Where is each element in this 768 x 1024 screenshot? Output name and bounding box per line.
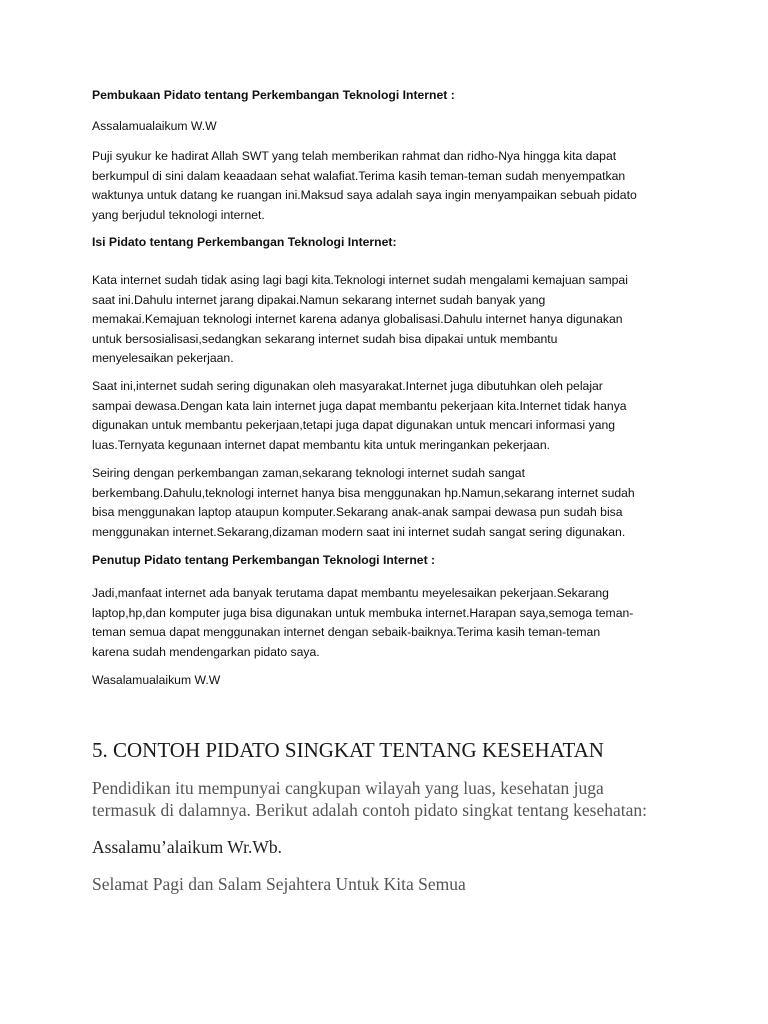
section-5-greeting: Selamat Pagi dan Salam Sejahtera Untuk Kita Semua bbox=[92, 874, 466, 894]
closing-heading: Penutup Pidato tentang Perkembangan Teknologi Internet : bbox=[92, 553, 436, 567]
greeting: Assalamualaikum W.W bbox=[92, 119, 217, 133]
content-paragraph-3: Seiring dengan perkembangan zaman,sekarang teknologi internet sudah sangat berkembang.Dahulu,teknologi internet hanya bisa menggunakan hp.Namun,sekarang internet sudah bisa menggunakan laptop ataupun komputer.Sekarang anak-anak sampai dewasa pun sudah bisa menggunakan internet.Sekarang,dizaman modern saat ini internet sudah sangat sering digunakan. bbox=[92, 466, 635, 539]
content-heading: Isi Pidato tentang Perkembangan Teknologi Internet: bbox=[92, 235, 397, 249]
opening-heading: Pembukaan Pidato tentang Perkembangan Teknologi Internet : bbox=[92, 88, 455, 102]
section-5-title: 5. CONTOH PIDATO SINGKAT TENTANG KESEHATAN bbox=[92, 738, 604, 762]
opening-paragraph: Puji syukur ke hadirat Allah SWT yang telah memberikan rahmat dan ridho-Nya hingga kita dapat berkumpul di sini dalam keaadaan sehat walafiat.Terima kasih teman-teman sudah menyempatkan waktunya untuk datang ke ruangan ini.Maksud saya adalah saya ingin menyampaikan sebuah pidato yang berjudul teknologi internet. bbox=[92, 149, 637, 222]
content-paragraph-2: Saat ini,internet sudah sering digunakan oleh masyarakat.Internet juga dibutuhkan oleh pelajar sampai dewasa.Dengan kata lain internet juga dapat membantu pekerjaan kita.Internet tidak hanya digunakan untuk membantu pekerjaan,tetapi juga dapat digunakan untuk mencari informasi yang luas.Ternyata kegunaan internet dapat membantu kita untuk meringankan pekerjaan. bbox=[92, 379, 627, 452]
farewell: Wasalamualaikum W.W bbox=[92, 673, 221, 687]
section-5-salam: Assalamu’alaikum Wr.Wb. bbox=[92, 837, 282, 857]
section-5-intro: Pendidikan itu mempunyai cangkupan wilayah yang luas, kesehatan juga termasuk di dalamnya. Berikut adalah contoh pidato singkat tentang kesehatan: bbox=[92, 778, 647, 820]
content-paragraph-1: Kata internet sudah tidak asing lagi bagi kita.Teknologi internet sudah mengalami kemajuan sampai saat ini.Dahulu internet jarang dipakai.Namun sekarang internet sudah banyak yang memakai.Kemajuan teknologi internet karena adanya globalisasi.Dahulu internet hanya digunakan untuk bersosialisasi,sedangkan sekarang internet sudah bisa dipakai untuk membantu menyelesaikan pekerjaan. bbox=[92, 273, 628, 366]
closing-paragraph: Jadi,manfaat internet ada banyak terutama dapat membantu meyelesaikan pekerjaan.Sekarang laptop,hp,dan komputer juga bisa digunakan untuk membuka internet.Harapan saya,semoga teman- teman semua dapat menggunakan internet dengan sebaik-baiknya.Terima kasih teman-teman karena sudah mendengarkan pidato saya. bbox=[92, 586, 634, 659]
